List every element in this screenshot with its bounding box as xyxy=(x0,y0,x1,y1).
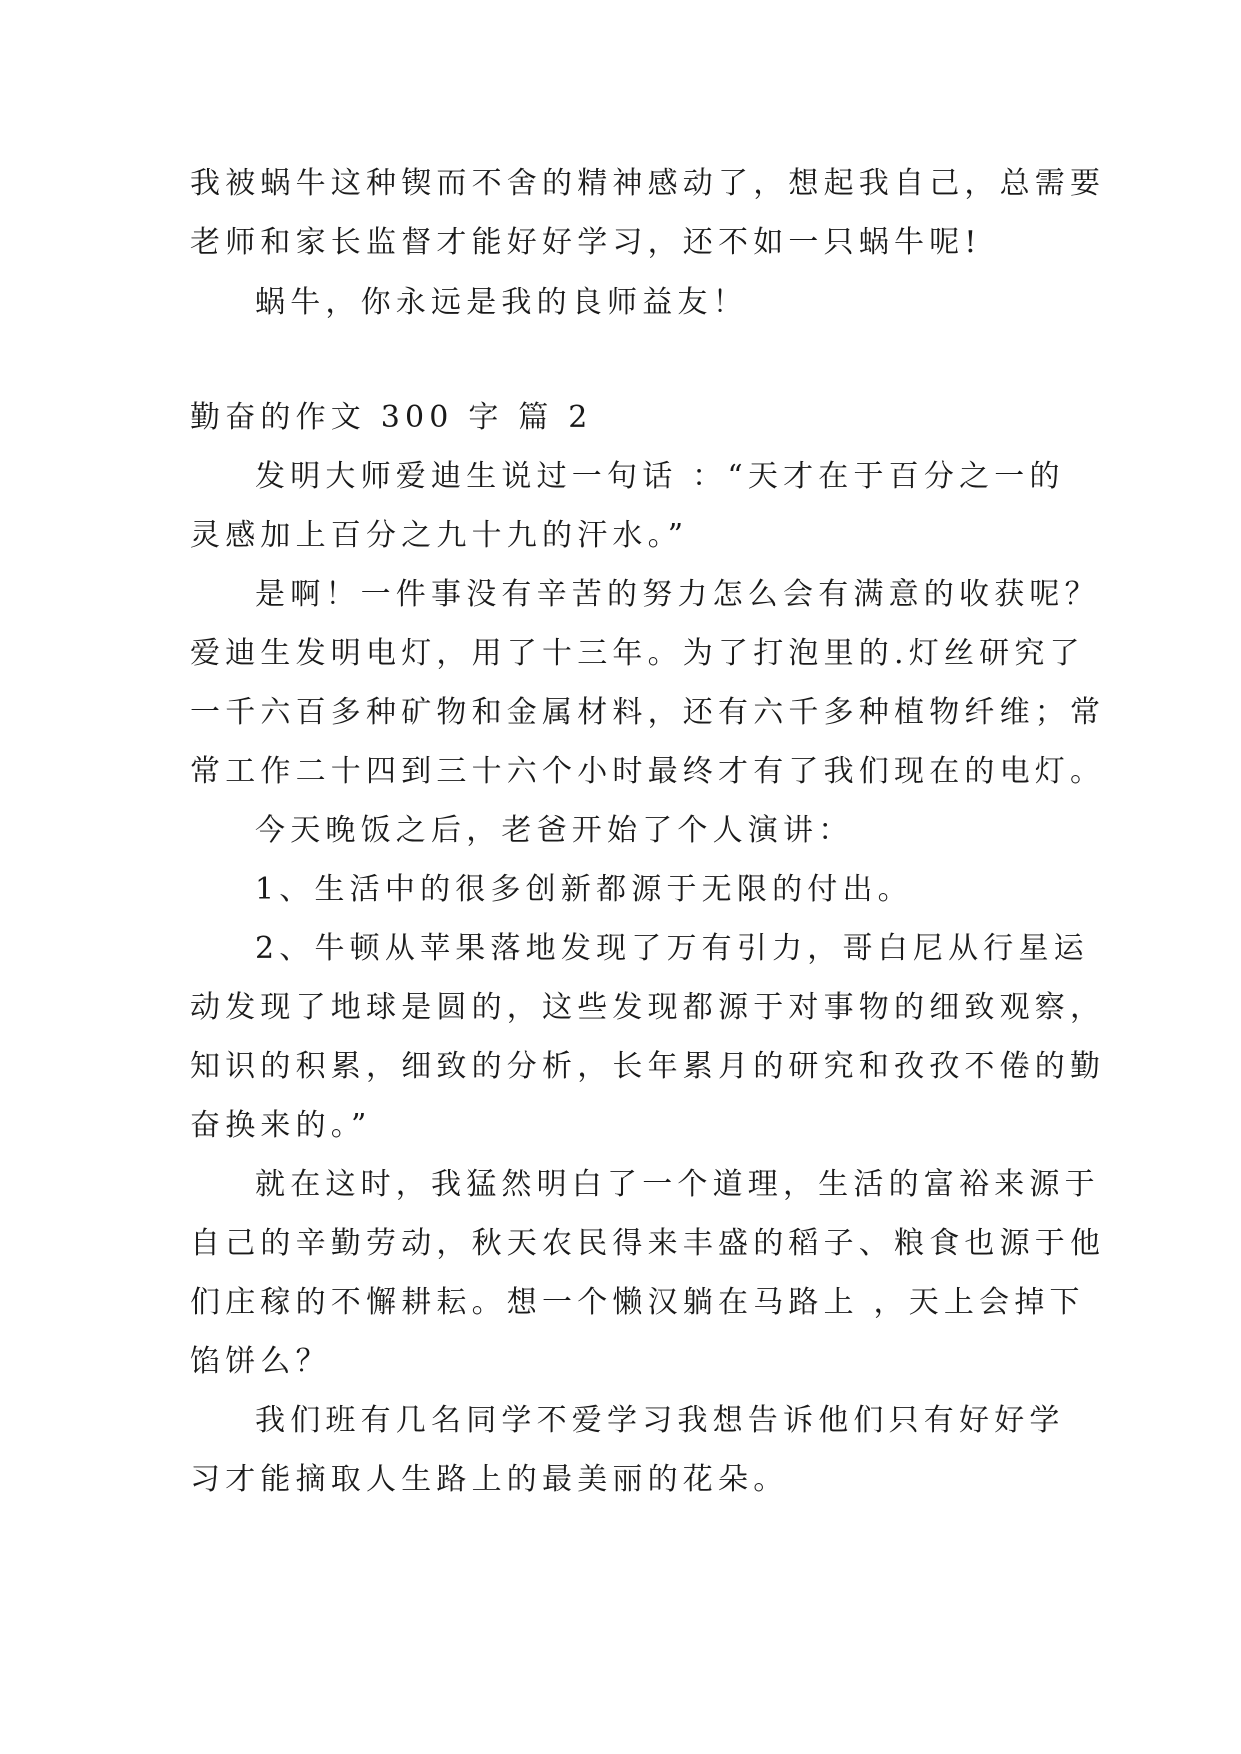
text-line: 爱迪生发明电灯，用了十三年。为了打泡里的.灯丝研究了 xyxy=(190,636,1085,671)
text-line: 1、生活中的很多创新都源于无限的付出。 xyxy=(255,872,913,907)
text-line: 一千六百多种矿物和金属材料，还有六千多种植物纤维；常 xyxy=(190,695,1106,730)
text-line: 我被蜗牛这种锲而不舍的精神感动了，想起我自己，总需要 xyxy=(190,166,1106,201)
text-line: 奋换来的。” xyxy=(190,1108,372,1143)
text-line: 我们班有几名同学不爱学习我想告诉他们只有好好学 xyxy=(255,1403,1065,1438)
text-line: 自己的辛勤劳动，秋天农民得来丰盛的稻子、粮食也源于他 xyxy=(190,1226,1106,1261)
text-line: 蜗牛，你永远是我的良师益友！ xyxy=(255,285,748,320)
section-heading: 勤奋的作文 300 字 篇 2 xyxy=(190,400,593,435)
text-line: 今天晚饭之后，老爸开始了个人演讲： xyxy=(255,813,854,848)
text-line: 灵感加上百分之九十九的汗水。” xyxy=(190,518,689,553)
text-line: 就在这时，我猛然明白了一个道理，生活的富裕来源于 xyxy=(255,1167,1100,1202)
text-line: 是啊！一件事没有辛苦的努力怎么会有满意的收获呢？ xyxy=(255,577,1100,612)
text-line: 们庄稼的不懈耕耘。想一个懒汉躺在马路上 ，天上会掉下 xyxy=(190,1285,1085,1320)
text-line: 馅饼么？ xyxy=(190,1344,331,1379)
text-line: 2、牛顿从苹果落地发现了万有引力，哥白尼从行星运 xyxy=(255,931,1089,966)
text-line: 习才能摘取人生路上的最美丽的花朵。 xyxy=(190,1462,789,1497)
text-line: 动发现了地球是圆的，这些发现都源于对事物的细致观察， xyxy=(190,990,1106,1025)
text-line: 知识的积累，细致的分析，长年累月的研究和孜孜不倦的勤 xyxy=(190,1049,1106,1084)
text-line: 发明大师爱迪生说过一句话 ：“天才在于百分之一的 xyxy=(255,459,1065,494)
text-line: 常工作二十四到三十六个小时最终才有了我们现在的电灯。 xyxy=(190,754,1106,789)
text-line: 老师和家长监督才能好好学习，还不如一只蜗牛呢! xyxy=(190,225,982,260)
